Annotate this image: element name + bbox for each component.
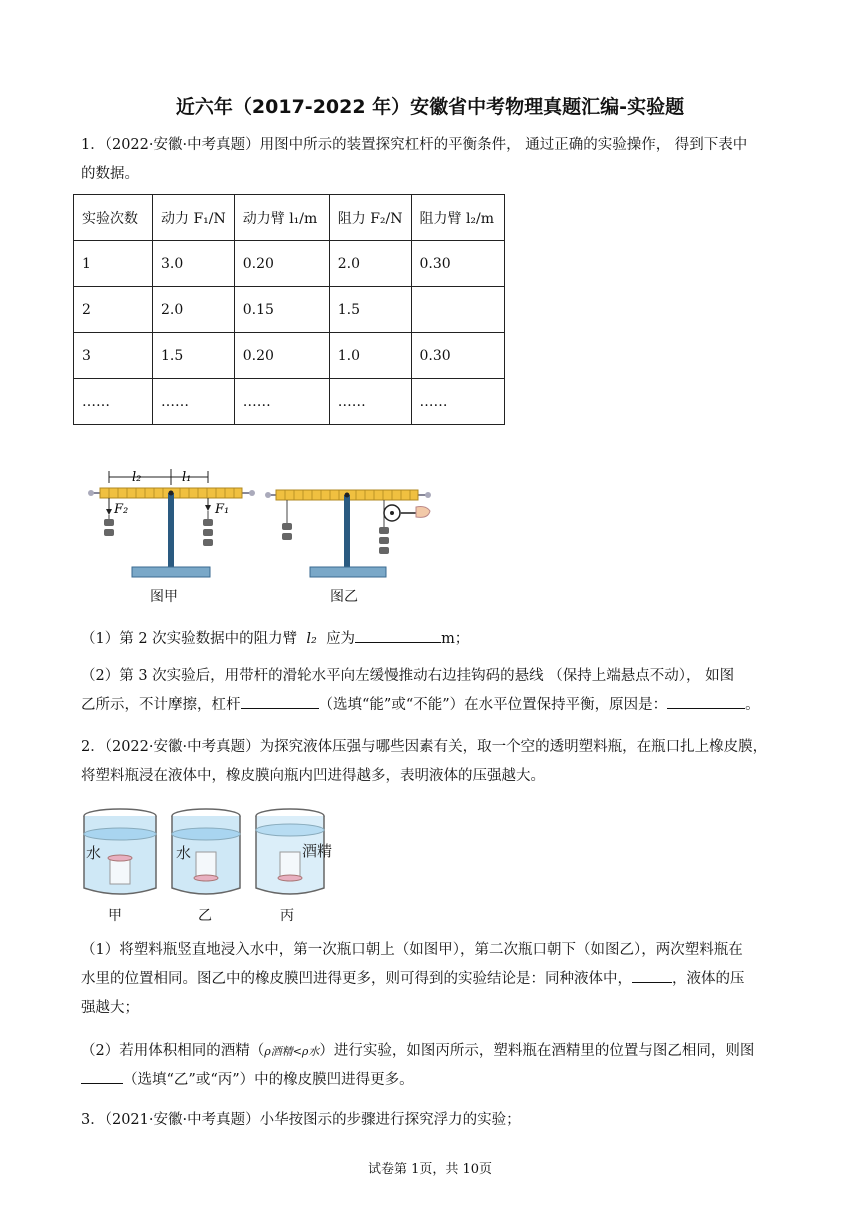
q1-line2: 的数据。 <box>81 166 139 182</box>
q2-sub2 <box>81 1037 781 1095</box>
q1-sub1-text-c: m； <box>441 631 470 647</box>
table-row <box>74 379 505 425</box>
q2-sub2-text-b: ）进行实验，如图丙所示，塑料瓶在酒精里的位置与图乙相同，则图 <box>319 1043 755 1059</box>
table-header: 动力臂 l₁/m <box>234 195 329 241</box>
table-cell: …… <box>411 379 504 425</box>
table-cell: 2 <box>74 287 153 333</box>
q2-sub2-rho: ρ酒精<ρ水 <box>264 1045 320 1058</box>
table-row <box>74 287 505 333</box>
table-cell: 1.5 <box>329 287 411 333</box>
table-cell <box>411 287 504 333</box>
answer-blank[interactable] <box>241 708 319 709</box>
label-l2: l₂ <box>132 470 142 485</box>
table-header-row <box>74 195 505 241</box>
table-header: 阻力臂 l₂/m <box>411 195 504 241</box>
q2-line2: 将塑料瓶浸在液体中，橡皮膜向瓶内凹进得越多，表明液体的压强越大。 <box>81 768 545 784</box>
table-header: 阻力 F₂/N <box>329 195 411 241</box>
table-cell: 3 <box>74 333 153 379</box>
beakers-figure <box>80 800 340 902</box>
beaker-bing <box>256 809 332 894</box>
table-row <box>74 241 505 287</box>
page-title: 近六年（2017-2022 年）安徽省中考物理真题汇编-实验题 <box>175 96 685 118</box>
q2-sub1 <box>81 936 781 1023</box>
label-l1: l₁ <box>182 470 192 485</box>
table-cell: …… <box>74 379 153 425</box>
q3-line1: 3．（2021·安徽·中考真题）小华按图示的步骤进行探究浮力的实验； <box>81 1112 521 1128</box>
table-cell: 0.30 <box>411 333 504 379</box>
answer-blank[interactable] <box>632 982 672 983</box>
beaker-yi <box>172 809 240 894</box>
q2-sub2-text-c: （选填“乙”或“丙”）中的橡皮膜凹进得更多。 <box>123 1072 414 1088</box>
q2-line1: 2．（2022·安徽·中考真题）为探究液体压强与哪些因素有关，取一个空的透明塑料瓶，在瓶口扎上橡皮膜， <box>81 739 768 755</box>
table-cell: 0.20 <box>234 241 329 287</box>
beaker-caption-yi: 乙 <box>198 908 212 924</box>
q2-sub1-text-b: ，液体的压 <box>672 971 745 987</box>
lever-figure-jia <box>88 469 255 577</box>
table-cell: …… <box>329 379 411 425</box>
table-row <box>74 333 505 379</box>
q2-sub1-line2 <box>81 965 781 994</box>
beaker-caption-jia: 甲 <box>108 908 122 924</box>
q2-sub2-text-a: （2）若用体积相同的酒精（ <box>81 1043 265 1059</box>
label-water-jia: 水 <box>86 844 102 862</box>
q2-stem <box>81 733 781 791</box>
q2-sub2-line1 <box>81 1037 781 1066</box>
q1-sub1-text-a: （1）第 2 次实验数据中的阻力臂 <box>81 631 298 647</box>
table-cell: …… <box>234 379 329 425</box>
q2-sub1-line1: （1）将塑料瓶竖直地浸入水中，第一次瓶口朝上（如图甲），第二次瓶口朝下（如图乙），两次塑料瓶在 <box>81 942 743 958</box>
q1-sub1-var: l₂ <box>306 631 317 647</box>
label-F1: F₁ <box>215 502 230 517</box>
fig-caption-jia: 图甲 <box>150 589 178 605</box>
table-cell: 1 <box>74 241 153 287</box>
q2-sub1-line3: 强越大； <box>81 1000 139 1016</box>
lever-figure-yi <box>265 490 431 577</box>
q3-stem <box>81 1106 781 1135</box>
q1-data-table <box>73 194 505 425</box>
beaker-jia <box>84 809 156 894</box>
table-cell: 0.20 <box>234 333 329 379</box>
answer-blank[interactable] <box>81 1083 123 1084</box>
page-footer: 试卷第 1页，共 10页 <box>367 1162 493 1177</box>
label-alcohol: 酒精 <box>302 842 333 860</box>
table-cell: 1.5 <box>153 333 235 379</box>
q1-sub2-line1: （2）第 3 次实验后，用带杆的滑轮水平向左缓慢推动右边挂钩码的悬线 （保持上端悬点不动）， 如图 <box>81 668 735 684</box>
table-cell: 2.0 <box>153 287 235 333</box>
lever-figure <box>82 465 442 583</box>
table-header: 实验次数 <box>74 195 153 241</box>
label-F2: F₂ <box>114 502 129 517</box>
table-cell: 3.0 <box>153 241 235 287</box>
q1-sub2-text-b: （选填“能”或“不能”）在水平位置保持平衡，原因是： <box>318 697 668 713</box>
answer-blank[interactable] <box>355 642 441 643</box>
q1-sub2 <box>81 662 787 720</box>
table-cell: …… <box>153 379 235 425</box>
beaker-caption-bing: 丙 <box>280 908 294 924</box>
q1-sub2-text-a: 乙所示，不计摩擦，杠杆 <box>81 697 241 713</box>
fig-caption-yi: 图乙 <box>330 589 358 605</box>
q1-line1: 1．（2022·安徽·中考真题）用图中所示的装置探究杠杆的平衡条件， 通过正确的实验操作， 得到下表中 <box>81 137 748 153</box>
q2-sub1-text-a: 水里的位置相同。图乙中的橡皮膜凹进得更多，则可得到的实验结论是：同种液体中， <box>81 971 632 987</box>
q1-stem <box>81 131 781 189</box>
q1-sub1 <box>81 625 781 654</box>
table-cell: 1.0 <box>329 333 411 379</box>
q2-sub2-line2 <box>81 1066 781 1095</box>
q1-sub1-text-b: 应为 <box>326 631 356 647</box>
q1-sub2-text-c: 。 <box>745 697 760 713</box>
q1-sub2-line2 <box>81 691 787 720</box>
table-cell: 0.30 <box>411 241 504 287</box>
answer-blank[interactable] <box>667 708 745 709</box>
table-header: 动力 F₁/N <box>153 195 235 241</box>
table-cell: 0.15 <box>234 287 329 333</box>
table-cell: 2.0 <box>329 241 411 287</box>
label-water-yi: 水 <box>176 844 192 862</box>
